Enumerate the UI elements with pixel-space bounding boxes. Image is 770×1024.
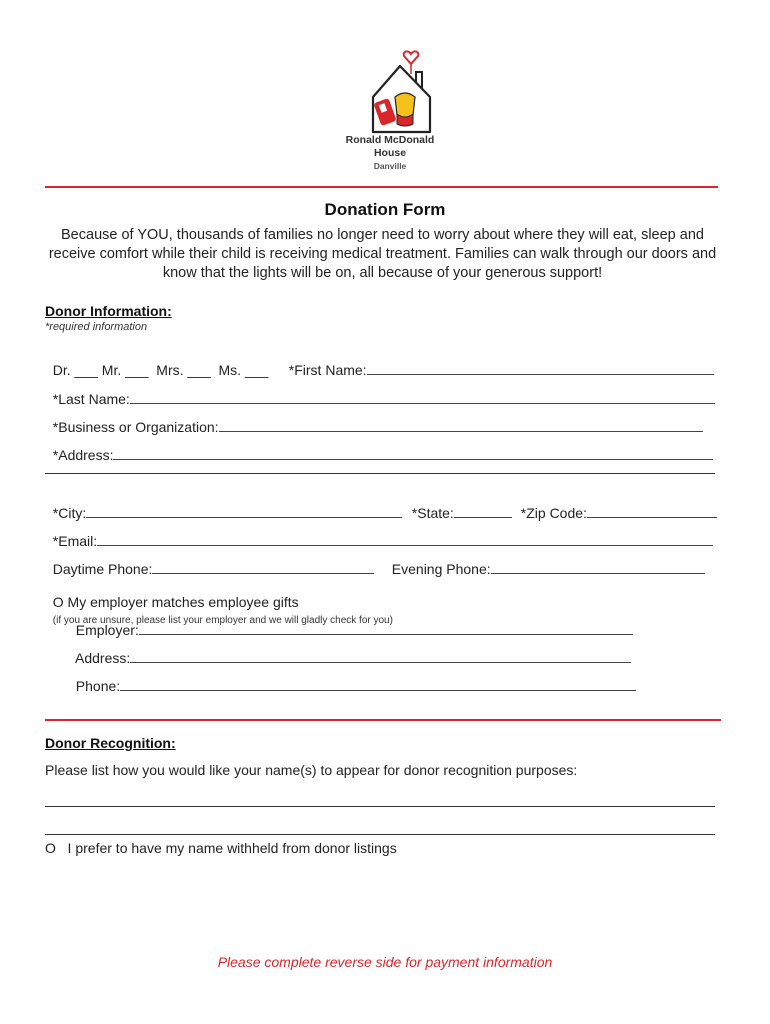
salutation-row xyxy=(45,346,268,378)
rmhc-logo xyxy=(340,42,440,172)
recognition-name-line-2[interactable] xyxy=(45,834,715,835)
salutation-options[interactable]: Dr. ___ Mr. ___ Mrs. ___ Ms. ___ xyxy=(52,362,269,378)
recognition-heading: Donor Recognition: xyxy=(45,735,176,751)
intro-paragraph: Because of YOU, thousands of families no longer need to worry about where they will eat, sleep and receive comfort while their child is receiving medical treatment. Families can walk through our doors and know that the lights will be on, all because of your generous support! xyxy=(48,227,717,281)
day-phone-label: Daytime Phone: xyxy=(52,561,153,577)
logo-line-3: Danville xyxy=(373,161,407,171)
withhold-name-checkbox[interactable]: O I prefer to have my name withheld from donor listings xyxy=(45,840,397,856)
evening-phone-label: Evening Phone: xyxy=(391,561,491,577)
ronald-mcdonald-house-logo-icon xyxy=(340,42,440,142)
day-phone-row xyxy=(45,545,374,577)
day-phone-field[interactable] xyxy=(152,561,374,574)
recognition-name-line-1[interactable] xyxy=(45,806,715,807)
first-name-field[interactable] xyxy=(367,362,714,375)
business-label: *Business or Organization: xyxy=(52,419,219,435)
address-row xyxy=(45,431,713,463)
employer-address-label: Address: xyxy=(75,650,131,666)
required-note: *required information xyxy=(45,321,148,333)
first-name-label: *First Name: xyxy=(288,362,367,378)
employer-phone-row xyxy=(68,662,636,694)
address-label: *Address: xyxy=(52,447,114,463)
logo-line-2: House xyxy=(373,147,407,159)
last-name-label: *Last Name: xyxy=(52,391,130,407)
address-field[interactable] xyxy=(113,447,713,460)
evening-phone-row xyxy=(384,545,705,577)
employer-match-checkbox[interactable]: O My employer matches employee gifts xyxy=(52,594,299,610)
first-name-row xyxy=(281,346,714,378)
footer-note: Please complete reverse side for payment information xyxy=(217,954,553,970)
employer-phone-label: Phone: xyxy=(75,678,121,694)
evening-phone-field[interactable] xyxy=(491,561,705,574)
logo-line-1: Ronald McDonald xyxy=(345,134,435,146)
state-label: *State: xyxy=(411,505,454,521)
employer-match-note: (if you are unsure, please list your employer and we will gladly check for you) xyxy=(52,615,393,626)
middle-red-divider xyxy=(45,719,721,721)
employer-phone-field[interactable] xyxy=(120,678,636,691)
zip-label: *Zip Code: xyxy=(520,505,587,521)
donor-info-heading: Donor Information: xyxy=(45,303,172,319)
top-red-divider xyxy=(45,186,718,188)
recognition-prompt: Please list how you would like your name(s) to appear for donor recognition purposes: xyxy=(45,762,578,778)
city-label: *City: xyxy=(52,505,87,521)
form-title: Donation Form xyxy=(324,200,446,219)
address-line-2-field[interactable] xyxy=(45,473,715,474)
email-label: *Email: xyxy=(52,533,98,549)
employer-label: Employer: xyxy=(75,622,139,638)
